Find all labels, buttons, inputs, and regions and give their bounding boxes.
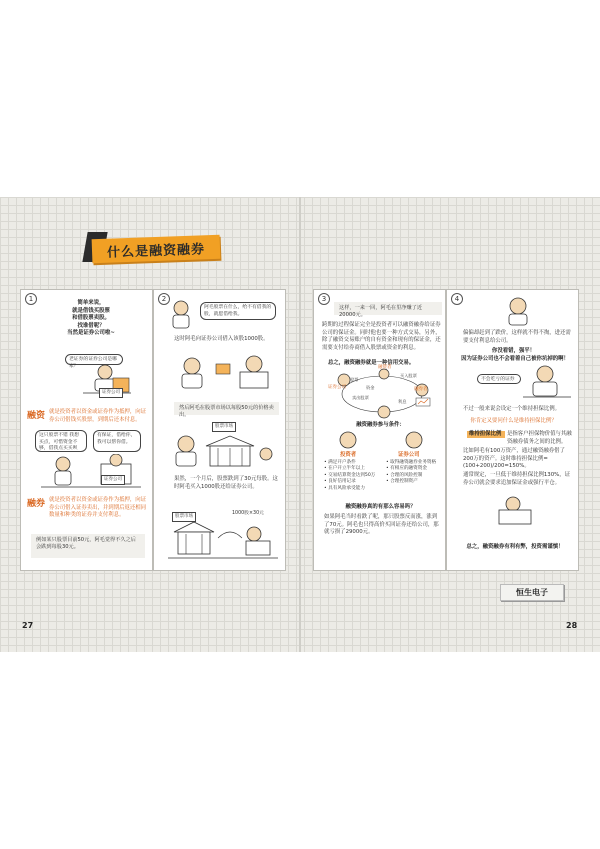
list-item: • 取得融资融券业务资格 [386, 460, 437, 465]
conditions-broker-list [386, 460, 444, 486]
cartoon-market-scene [168, 428, 278, 470]
panel-4-text-3: 是指客户担保物价值与其融资融券债务之间的比例。 [507, 431, 572, 445]
panel-3-text-1: 跨期的过程保证完全是投资者可以融资融券给证券公司的保证金。同时他也要一种方式交易，另外，除了融资交易账户的自有资金和现有的保证金，还需要支付给券商借入股票或资金的利息。 [322, 322, 441, 351]
page-number-left: 27 [22, 621, 34, 630]
panel-4-final: 总之，融资融券有利有弊，投资需谨慎！ [466, 544, 564, 550]
highlight-term: 维持担保比例 [469, 431, 502, 437]
page-title: 什么是融资融券 [106, 241, 206, 261]
panel-4-text-5: 通常规定，一旦低于维持担保比例130%，证券公司就会要求追加保证金或强行平仓。 [463, 472, 571, 486]
brand-label: 恒生电子 [500, 584, 564, 601]
conditions-broker-title: 证券公司 [398, 452, 420, 458]
diagram-label: 证券公司 [328, 385, 346, 390]
list-item: • 合理的风险控制 [386, 472, 423, 478]
panel-2-text-3: 果然，一个月后，股票跌到了30元每股。这时阿毛买入1000股还给证券公司。 [174, 476, 278, 490]
panel-number: 3 [318, 293, 330, 305]
diagram-label: 利息 [398, 399, 407, 404]
diagram-label: 融券者 [414, 387, 428, 392]
panel-3-headline: 这样，一来一回，阿毛在里净赚了近20000元。 [334, 302, 442, 315]
panel-4-text-2: 不过一般来说会设定一个维持担保比例。 [463, 406, 561, 412]
diagram-label: 卖出股票 [352, 395, 369, 400]
diagram-label: 融资者 [378, 365, 392, 370]
book-gutter [299, 197, 301, 652]
diagram-label: 股票 [350, 377, 359, 382]
market-sign: 股票市场 [172, 512, 196, 522]
intro-line: 简单来说， [77, 300, 105, 306]
speech-bubble: 阿毛股票在什么，给不有借我的股，就愿借给我。 [200, 302, 276, 320]
credit-trading-diagram [324, 368, 439, 420]
list-item: • 良好信用记录 [324, 479, 356, 485]
cartoon-thinking-figure [168, 300, 194, 330]
speech-bubble: 老证券的证券公司是哪家？ [65, 354, 123, 365]
list-item: • 在户开立半年以上 [324, 466, 365, 472]
panel-1-intro [41, 300, 141, 338]
panel-3-question-2: 融资融券参与条件： [356, 422, 405, 428]
cartoon-return-scene [168, 518, 278, 564]
panel-4-text-1: 偏偏却赶到了跌价，这样就不得不掏，进还需要支付利息给公司。 [463, 330, 571, 344]
rongquan-heading: 融券 [27, 499, 46, 509]
panel-3-text-2: 如果阿毛当时看跌了呢，那只股票反而涨，涨到了70元。阿毛也只得高价买回证券还给公司，那就亏损了29000元。 [324, 514, 439, 535]
intro-line: 就是借钱买股票 [72, 307, 110, 314]
cartoon-ending-figure [493, 496, 537, 526]
office-sign: 不会吃亏的证券 [477, 374, 521, 384]
page-number-right: 28 [566, 621, 578, 630]
diagram-label: 买入股票 [400, 373, 417, 378]
cartoon-broker-figure [523, 364, 571, 400]
comic-panel-3 [313, 289, 446, 571]
panel-3-question-3: 融资融券真的有那么容易吗？ [345, 504, 416, 510]
list-item: • 满足开户条件 [324, 460, 356, 465]
panel-number: 2 [158, 293, 170, 305]
intro-line: 当然是证券公司啦~ [67, 330, 115, 336]
conditions-investor-list [324, 460, 384, 492]
intro-line: 和借股票卖股。 [72, 315, 110, 321]
conditions-investor-title: 投资者 [340, 452, 357, 458]
panel-2-text-1: 这时阿毛向证券公司借入该股1000股。 [174, 336, 269, 342]
speech-bubble: 有保证，借给你，我可以帮你借。 [93, 430, 141, 452]
comic-panel-1 [20, 289, 153, 571]
panel-4-question-3: 你肯定又要问什么是维持担保比例？ [470, 418, 557, 424]
speech-bubble: 这只股票不错 我想买点，可惜资金不够，借我点买买呗 [35, 430, 87, 452]
cartoon-conditions-figures [334, 430, 429, 452]
panel-number: 4 [451, 293, 463, 305]
panel-2-text-2: 然后阿毛在股票市场以每股50元的价格卖出。 [174, 402, 279, 415]
cartoon-worried-figure [503, 296, 533, 326]
panel-3-question-1: 总之，融资融券就是一种信用交易。 [328, 360, 415, 366]
market-sign: 股票市场 [212, 422, 236, 432]
cartoon-borrow-scene [41, 454, 141, 490]
panel-4-question-2: 因为证券公司也不会看着自己被你坑掉的啊！ [461, 356, 569, 362]
rongquan-definition: 就是投资者以资金或证券作为抵押，向证券公司借入证券卖出，并到期后返还相同数量和种类的证券并支付利息。 [49, 497, 147, 518]
example-box: 例如某只股票目前50元，阿毛觉得不久之后会跌到每股30元。 [31, 534, 145, 558]
office-sign: 证券公司 [101, 475, 125, 485]
title-banner [92, 235, 221, 263]
list-item: • 合理控制资产 [386, 479, 418, 485]
list-item: • 有相应的融资资金 [386, 466, 427, 472]
comic-panel-4 [446, 289, 579, 571]
rongzi-definition: 就是投资者以资金或证券作为抵押，向证券公司借钱买股票，到期后还本付息。 [49, 409, 147, 423]
list-item: • 具有风险承受能力 [324, 485, 365, 491]
diagram-label: 资金 [366, 385, 375, 390]
price-label: 1000股×30元 [232, 511, 264, 516]
comic-panel-2 [153, 289, 286, 571]
intro-line: 找谁借呢？ [77, 322, 105, 329]
rongzi-heading: 融资 [27, 411, 46, 421]
office-sign: 证券公司 [99, 388, 123, 398]
panel-4-question-1: 你没看错，强平！ [491, 348, 536, 354]
cartoon-handover-scene [174, 352, 274, 392]
panel-number: 1 [25, 293, 37, 305]
list-item: • 交易结算资金达到50万 [324, 472, 376, 478]
panel-4-text-4: 比如阿毛有100万资产，通过融资融券借了200万的资产。这时维持担保比例=(100+200)/200=150%。 [463, 448, 565, 469]
